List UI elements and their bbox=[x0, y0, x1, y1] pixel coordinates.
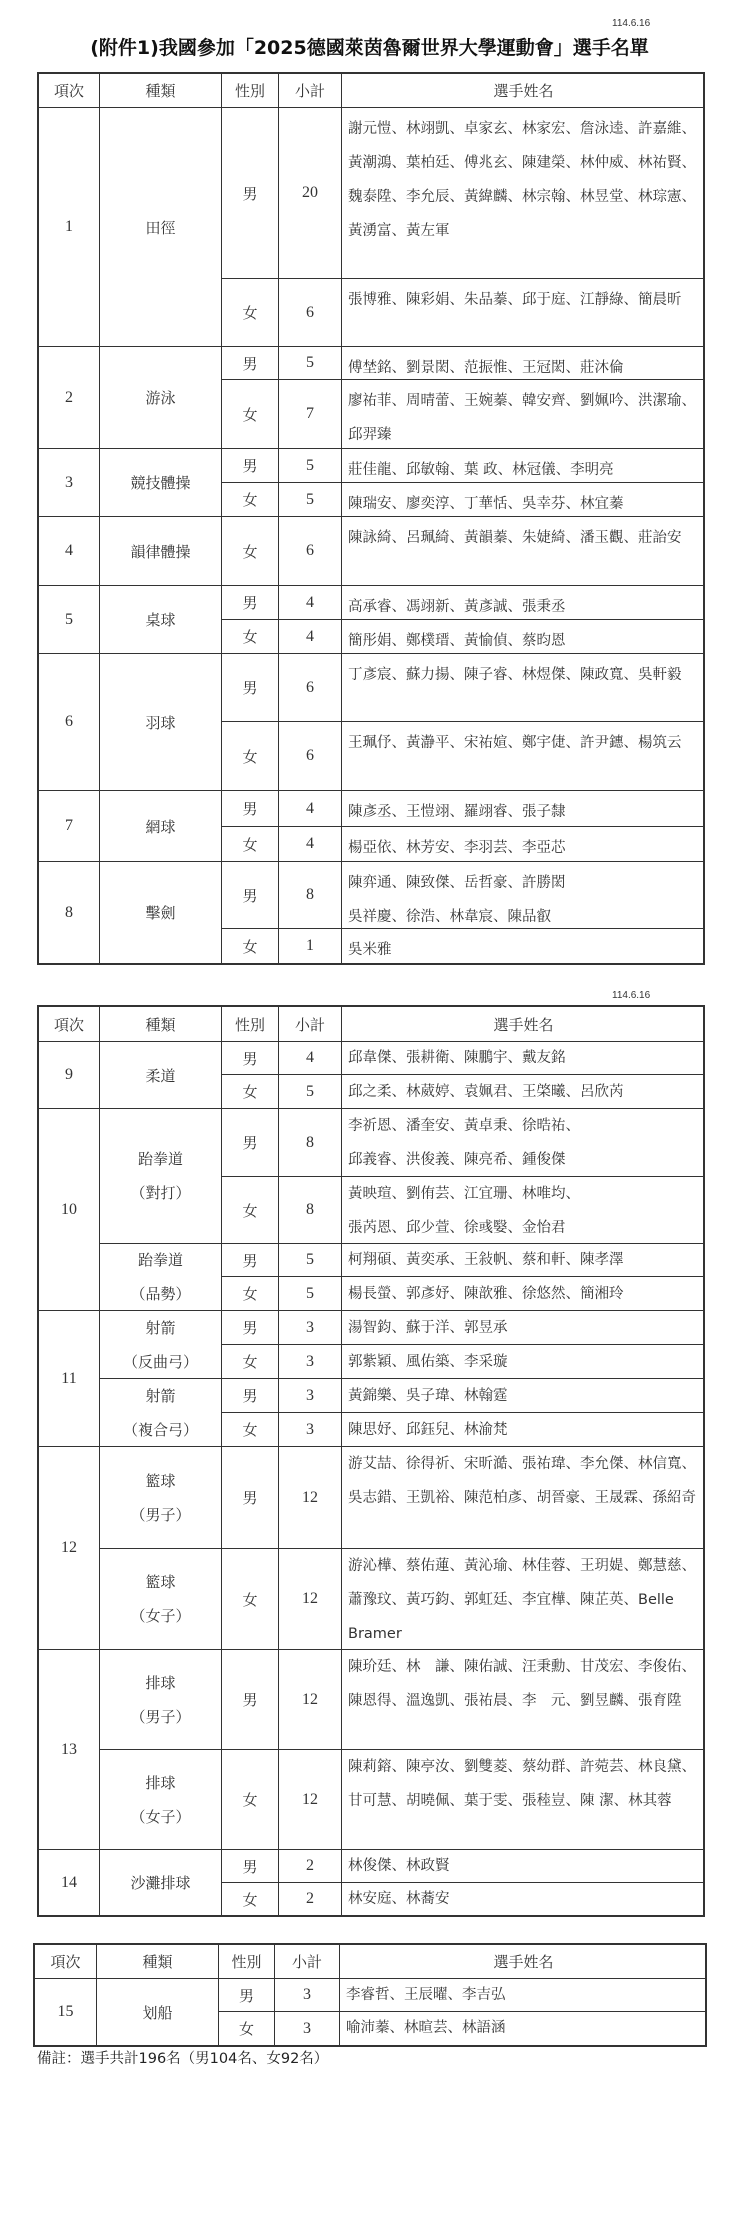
header-item-no: 項次 bbox=[39, 74, 100, 108]
gender: 男 bbox=[222, 1244, 279, 1277]
category: 桌球 bbox=[100, 586, 222, 654]
gender: 女 bbox=[222, 929, 279, 963]
subtotal: 3 bbox=[279, 1413, 342, 1447]
category bbox=[100, 1244, 222, 1311]
subtotal: 20 bbox=[279, 108, 342, 279]
item-no: 11 bbox=[39, 1311, 100, 1447]
category-sub: （女子） bbox=[130, 1607, 191, 1625]
subtotal: 2 bbox=[279, 1883, 342, 1915]
category bbox=[100, 1311, 222, 1379]
gender: 女 bbox=[219, 2012, 275, 2045]
item-no: 13 bbox=[39, 1650, 100, 1850]
item-no: 5 bbox=[39, 586, 100, 654]
athlete-names: 喻沛蓁、林暄芸、林語涵 bbox=[346, 2020, 506, 2036]
gender: 女 bbox=[222, 380, 279, 449]
header-gender: 性別 bbox=[222, 74, 279, 108]
header-athletes: 選手姓名 bbox=[340, 1945, 707, 1979]
category-sub: （對打） bbox=[130, 1184, 191, 1202]
gender: 男 bbox=[222, 449, 279, 483]
category bbox=[100, 1750, 222, 1850]
athlete-names: 張博雅、陳彩娟、朱品蓁、邱于庭、江靜綠、簡晨昕 bbox=[342, 279, 705, 347]
header-athletes: 選手姓名 bbox=[342, 74, 705, 108]
gender: 女 bbox=[222, 1177, 279, 1244]
header-athletes: 選手姓名 bbox=[342, 1007, 705, 1042]
gender: 女 bbox=[222, 1549, 279, 1650]
athlete-names bbox=[342, 1109, 705, 1177]
category: 柔道 bbox=[100, 1042, 222, 1109]
athlete-names: 邱韋傑、張耕衛、陳鵬宇、戴友銘 bbox=[342, 1042, 705, 1075]
item-no: 9 bbox=[39, 1042, 100, 1109]
athlete-names: 楊長螢、郭彥妤、陳歆雅、徐悠然、簡湘玲 bbox=[342, 1277, 705, 1311]
item-no: 4 bbox=[39, 517, 100, 586]
category bbox=[100, 1109, 222, 1244]
gender: 女 bbox=[222, 279, 279, 347]
subtotal: 12 bbox=[279, 1447, 342, 1549]
category-name: 籃球 bbox=[145, 1573, 176, 1591]
subtotal: 12 bbox=[279, 1650, 342, 1750]
gender: 女 bbox=[222, 1413, 279, 1447]
athlete-names: 游艾喆、徐得祈、宋昕澔、張祐瑋、李允傑、林信寬、吳志錯、王凱裕、陳范柏彥、胡晉豪、王晟霖、孫紹奇 bbox=[342, 1447, 705, 1549]
header-category: 種類 bbox=[100, 74, 222, 108]
athlete-names: 林俊傑、林政賢 bbox=[342, 1850, 705, 1883]
category: 田徑 bbox=[100, 108, 222, 347]
athlete-names: 陳彥丞、王愷翊、羅翊睿、張子隸 bbox=[342, 791, 705, 827]
subtotal: 3 bbox=[275, 1979, 340, 2012]
gender: 男 bbox=[219, 1979, 275, 2012]
item-no: 10 bbox=[39, 1109, 100, 1311]
subtotal: 12 bbox=[279, 1750, 342, 1850]
athlete-table-1 bbox=[37, 72, 705, 965]
subtotal: 2 bbox=[279, 1850, 342, 1883]
gender: 男 bbox=[222, 1650, 279, 1750]
athlete-names: 廖祐菲、周晴蕾、王婉蓁、韓安齊、劉姵吟、洪潔瑜、邱羿臻 bbox=[342, 380, 705, 449]
athlete-names: 楊亞依、林芳安、李羽芸、李亞芯 bbox=[342, 827, 705, 862]
page-title: (附件1)我國參加「2025德國萊茵魯爾世界大學運動會」選手名單 bbox=[90, 37, 649, 59]
item-no: 3 bbox=[39, 449, 100, 517]
subtotal: 6 bbox=[279, 279, 342, 347]
athlete-names-line: 陳弈通、陳致傑、岳哲豪、許勝閎 bbox=[348, 875, 566, 891]
subtotal: 5 bbox=[279, 347, 342, 380]
athlete-names: 湯智鈞、蘇于洋、郭昱承 bbox=[342, 1311, 705, 1345]
subtotal: 6 bbox=[279, 722, 342, 791]
category: 划船 bbox=[97, 1979, 219, 2045]
item-no: 1 bbox=[39, 108, 100, 347]
gender: 男 bbox=[222, 1447, 279, 1549]
athlete-names-line: 李祈恩、潘奎安、黃卓秉、徐晧祐、 bbox=[348, 1118, 580, 1134]
header-gender: 性別 bbox=[222, 1007, 279, 1042]
gender: 女 bbox=[222, 483, 279, 517]
header-item-no: 項次 bbox=[35, 1945, 97, 1979]
gender: 男 bbox=[222, 1850, 279, 1883]
item-no: 8 bbox=[39, 862, 100, 963]
gender: 女 bbox=[222, 1750, 279, 1850]
gender: 男 bbox=[222, 791, 279, 827]
category bbox=[100, 1379, 222, 1447]
subtotal: 4 bbox=[279, 791, 342, 827]
category: 羽球 bbox=[100, 654, 222, 791]
athlete-names-line: 吳祥慶、徐浩、林韋宸、陳品叡 bbox=[348, 909, 551, 925]
athlete-names: 陳莉鎔、陳亭汝、劉雙菱、蔡幼群、許菀芸、林良黛、甘可慧、胡曉佩、葉于雯、張稑豈、陳 潔、林其蓉 bbox=[342, 1750, 705, 1850]
athlete-names: 傅埜銘、劉景閎、范振惟、王冠閎、莊沐倫 bbox=[342, 347, 705, 380]
gender: 女 bbox=[222, 1277, 279, 1311]
subtotal: 4 bbox=[279, 827, 342, 862]
gender: 男 bbox=[222, 1379, 279, 1413]
gender: 女 bbox=[222, 517, 279, 586]
gender: 男 bbox=[222, 1042, 279, 1075]
athlete-names bbox=[342, 1177, 705, 1244]
header-subtotal: 小計 bbox=[279, 74, 342, 108]
athlete-names bbox=[342, 862, 705, 929]
footnote: 備註：選手共計196名（男104名、女92名） bbox=[37, 2051, 329, 2067]
category: 游泳 bbox=[100, 347, 222, 449]
gender: 男 bbox=[222, 654, 279, 722]
subtotal: 3 bbox=[279, 1379, 342, 1413]
category-name: 籃球 bbox=[145, 1471, 176, 1490]
category-name: 射箭 bbox=[145, 1318, 176, 1337]
subtotal: 5 bbox=[279, 1075, 342, 1109]
header-gender: 性別 bbox=[219, 1945, 275, 1979]
category bbox=[100, 1447, 222, 1549]
athlete-names: 丁彥宸、蘇力揚、陳子睿、林煜傑、陳政寬、吳軒毅 bbox=[342, 654, 705, 722]
athlete-names: 陳詠綺、呂珮綺、黃韻蓁、朱婕綺、潘玉觀、莊詒安 bbox=[342, 517, 705, 586]
category-name: 射箭 bbox=[145, 1386, 176, 1405]
category-sub: （女子） bbox=[130, 1807, 191, 1826]
gender: 男 bbox=[222, 1109, 279, 1177]
athlete-names: 黃錦樂、吳子瑋、林翰霆 bbox=[342, 1379, 705, 1413]
category-name: 跆拳道 bbox=[137, 1251, 183, 1269]
athlete-names-line: 黃映瑄、劉侑芸、江宜珊、林唯均、 bbox=[348, 1186, 580, 1202]
document-date: 114.6.16 bbox=[612, 18, 651, 29]
athlete-names: 高承睿、馮翊新、黃彥誠、張秉丞 bbox=[342, 586, 705, 620]
category-name: 跆拳道 bbox=[137, 1150, 183, 1168]
category bbox=[100, 1549, 222, 1650]
gender: 女 bbox=[222, 827, 279, 862]
gender: 女 bbox=[222, 722, 279, 791]
category-sub: （複合弓） bbox=[122, 1420, 198, 1439]
athlete-names: 游沁樺、蔡佑蓮、黃沁瑜、林佳蓉、王玥媞、鄭慧慈、蕭豫玟、黃巧鈞、郭虹廷、李宜樺、陳芷英、Belle Bramer bbox=[342, 1549, 705, 1650]
subtotal: 3 bbox=[279, 1311, 342, 1345]
athlete-names: 莊佳龍、邱敏翰、葉 政、林冠儀、李明亮 bbox=[342, 449, 705, 483]
subtotal: 5 bbox=[279, 449, 342, 483]
subtotal: 12 bbox=[279, 1549, 342, 1650]
category-sub: （品勢） bbox=[130, 1285, 191, 1303]
subtotal: 5 bbox=[279, 1244, 342, 1277]
category: 競技體操 bbox=[100, 449, 222, 517]
subtotal: 6 bbox=[279, 517, 342, 586]
subtotal: 3 bbox=[275, 2012, 340, 2045]
athlete-table-2 bbox=[37, 1005, 705, 1917]
item-no: 6 bbox=[39, 654, 100, 791]
category-sub: （男子） bbox=[130, 1505, 191, 1524]
header-subtotal: 小計 bbox=[279, 1007, 342, 1042]
gender: 男 bbox=[222, 1311, 279, 1345]
subtotal: 7 bbox=[279, 380, 342, 449]
category bbox=[100, 1650, 222, 1750]
athlete-names: 王珮伃、黃瀞平、宋祐媗、鄭宇倢、許尹鏸、楊筑云 bbox=[342, 722, 705, 791]
athlete-names: 陳玠廷、林 謙、陳佑誠、汪秉勳、甘茂宏、李俊佑、陳恩得、溫逸凱、張祐晨、李 元、劉昱麟、張育陞 bbox=[342, 1650, 705, 1750]
category-name: 排球 bbox=[145, 1773, 176, 1792]
subtotal: 4 bbox=[279, 1042, 342, 1075]
category-sub: （反曲弓） bbox=[122, 1352, 198, 1371]
gender: 男 bbox=[222, 108, 279, 279]
header-category: 種類 bbox=[97, 1945, 219, 1979]
category-sub: （男子） bbox=[130, 1707, 191, 1726]
document-date: 114.6.16 bbox=[612, 990, 651, 1001]
item-no: 7 bbox=[39, 791, 100, 862]
category-name: 排球 bbox=[145, 1673, 176, 1692]
athlete-names: 邱之柔、林葳婷、袁姵君、王棨曦、呂欣芮 bbox=[342, 1075, 705, 1109]
subtotal: 8 bbox=[279, 1177, 342, 1244]
item-no: 14 bbox=[39, 1850, 100, 1915]
category: 韻律體操 bbox=[100, 517, 222, 586]
subtotal: 6 bbox=[279, 654, 342, 722]
category: 擊劍 bbox=[100, 862, 222, 963]
subtotal: 3 bbox=[279, 1345, 342, 1379]
category: 網球 bbox=[100, 791, 222, 862]
gender: 女 bbox=[222, 1883, 279, 1915]
gender: 女 bbox=[222, 1075, 279, 1109]
subtotal: 1 bbox=[279, 929, 342, 963]
athlete-table-3 bbox=[33, 1943, 707, 2047]
subtotal: 8 bbox=[279, 862, 342, 929]
header-item-no: 項次 bbox=[39, 1007, 100, 1042]
subtotal: 4 bbox=[279, 620, 342, 654]
gender: 男 bbox=[222, 347, 279, 380]
item-no: 2 bbox=[39, 347, 100, 449]
subtotal: 4 bbox=[279, 586, 342, 620]
gender: 女 bbox=[222, 620, 279, 654]
header-subtotal: 小計 bbox=[275, 1945, 340, 1979]
athlete-names-line: 邱義睿、洪俊義、陳亮希、鍾俊傑 bbox=[348, 1152, 566, 1168]
gender: 女 bbox=[222, 1345, 279, 1379]
subtotal: 8 bbox=[279, 1109, 342, 1177]
athlete-names: 柯翔碩、黃奕承、王敍帆、蔡和軒、陳孝澤 bbox=[342, 1244, 705, 1277]
athlete-names: 李睿哲、王辰曜、李吉弘 bbox=[340, 1979, 707, 2012]
subtotal: 5 bbox=[279, 483, 342, 517]
athlete-names: 陳瑞安、廖奕淳、丁華恬、吳幸芬、林宜蓁 bbox=[342, 483, 705, 517]
category: 沙灘排球 bbox=[100, 1850, 222, 1915]
athlete-names: 謝元愷、林翊凱、卓家玄、林家宏、詹泳逵、許嘉維、黃潮鴻、葉柏廷、傅兆玄、陳建榮、林仲威、林祐賢、魏泰陞、李允辰、黃緯麟、林宗翰、林昱堂、林琮憲、黃湧富、黃左軍 bbox=[342, 108, 705, 279]
athlete-names-line: 張芮恩、邱少萱、徐彧嫛、金怡君 bbox=[348, 1220, 566, 1236]
athlete-names: 郭紫穎、風佑築、李采璇 bbox=[342, 1345, 705, 1379]
item-no: 12 bbox=[39, 1447, 100, 1650]
athlete-names: 林安庭、林蕎安 bbox=[348, 1891, 450, 1907]
subtotal: 5 bbox=[279, 1277, 342, 1311]
header-category: 種類 bbox=[100, 1007, 222, 1042]
gender: 男 bbox=[222, 862, 279, 929]
athlete-names: 陳思妤、邱鈺兒、林渝梵 bbox=[342, 1413, 705, 1447]
athlete-names: 吳米雅 bbox=[348, 942, 392, 958]
gender: 男 bbox=[222, 586, 279, 620]
athlete-names: 簡彤娟、鄭樸瑨、黃愉偵、蔡昀恩 bbox=[342, 620, 705, 654]
item-no: 15 bbox=[35, 1979, 97, 2045]
